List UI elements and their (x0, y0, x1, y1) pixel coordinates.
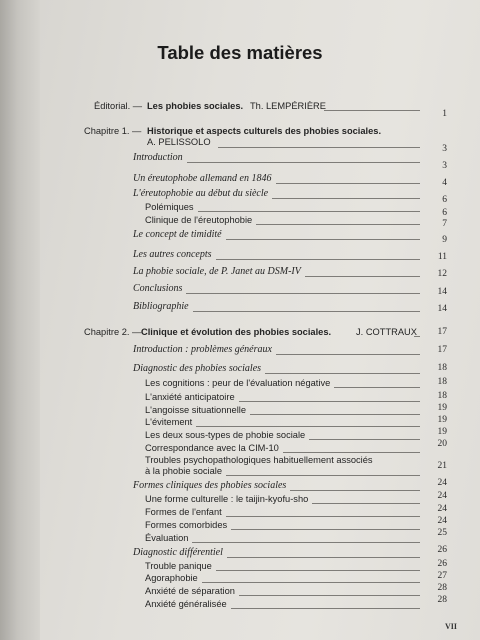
toc-entry-page: 18 (437, 377, 447, 387)
toc-entry-text: Formes de l'enfant (145, 507, 222, 517)
toc-entry-page: 11 (437, 252, 447, 262)
toc-entry-text: Correspondance avec la CIM-10 (145, 443, 279, 453)
leader-line (290, 490, 420, 491)
leader-line (193, 311, 420, 312)
leader-line (202, 582, 420, 583)
toc-entry-text: Le concept de timidité (133, 229, 222, 240)
toc-entry-text: Introduction : problèmes généraux (133, 344, 272, 355)
toc-entry-text: Diagnostic différentiel (133, 547, 223, 558)
toc-entry-text: Anxiété généralisée (145, 599, 227, 609)
toc-entry-text: Trouble panique (145, 561, 212, 571)
toc-entry-text: L'angoisse situationnelle (145, 405, 247, 415)
toc-entry-text: Introduction (133, 152, 183, 163)
toc-entry-page: 28 (437, 583, 447, 593)
toc-entry-page: 6 (442, 208, 447, 218)
toc-entry-text: Troubles psychopathologiques habituellement associés (145, 455, 373, 465)
chapter-2-author: J. COTTRAUX (356, 327, 417, 337)
leader-line (256, 224, 420, 225)
toc-entry-page: 14 (437, 304, 447, 314)
leader-line (414, 336, 420, 337)
toc-entry-page: 7 (442, 219, 447, 229)
leader-line (324, 110, 420, 111)
toc-entry-text: Évaluation (145, 533, 189, 543)
leader-line (312, 503, 420, 504)
chapter-1-title: Historique et aspects culturels des phobies sociales. (147, 126, 382, 136)
toc-entry-text: Les autres concepts (133, 249, 212, 260)
toc-entry-text: Les cognitions : peur de l'évaluation négative (145, 378, 331, 388)
toc-entry-page: 24 (437, 478, 447, 488)
toc-entry-page: 4 (442, 178, 447, 188)
leader-line (250, 414, 420, 415)
leader-line (198, 211, 420, 212)
toc-entry-page: 12 (437, 269, 447, 279)
toc-entry-page: 19 (437, 403, 447, 413)
leader-line (239, 595, 420, 596)
toc-entry-text: L'évitement (145, 417, 193, 427)
leader-line (276, 354, 420, 355)
leader-line (309, 439, 420, 440)
editorial-title: Les phobies sociales. (147, 101, 244, 111)
toc-entry-text: Les deux sous-types de phobie sociale (145, 430, 306, 440)
toc-entry-page: 28 (437, 595, 447, 605)
leader-line (265, 373, 420, 374)
toc-entry-text: Anxiété de séparation (145, 586, 235, 596)
chapter-1-author: A. PELISSOLO (147, 137, 211, 147)
leader-line (276, 183, 420, 184)
leader-line (226, 475, 420, 476)
leader-line (283, 452, 420, 453)
toc-entry-page: 14 (437, 287, 447, 297)
toc-entry-text: Conclusions (133, 283, 183, 294)
toc-entry-page: 24 (437, 516, 447, 526)
leader-line (226, 239, 420, 240)
toc-entry-page: 26 (437, 545, 447, 555)
chapter-2-title: Clinique et évolution des phobies sociales. (141, 327, 332, 337)
toc-entry-page: 18 (437, 363, 447, 373)
leader-line (216, 570, 420, 571)
toc-entry-text: Diagnostic des phobies sociales (133, 363, 262, 374)
chapter-1-page: 3 (442, 144, 447, 154)
toc-entry-text: Bibliographie (133, 301, 189, 312)
toc-entry-page: 19 (437, 415, 447, 425)
leader-line (305, 276, 420, 277)
leader-line (231, 608, 420, 609)
toc-entry-page: 20 (437, 439, 447, 449)
toc-entry-page: 24 (437, 504, 447, 514)
toc-entry-text: Agoraphobie (145, 573, 198, 583)
toc-entry-page: 9 (442, 235, 447, 245)
toc-entry-page: 17 (437, 345, 447, 355)
leader-line (186, 293, 420, 294)
page-title: Table des matières (157, 42, 323, 63)
leader-line (227, 557, 420, 558)
toc-entry-page: 19 (437, 427, 447, 437)
leader-line (272, 198, 420, 199)
leader-line (239, 401, 420, 402)
toc-entry-page: 3 (442, 161, 447, 171)
toc-entry-text: La phobie sociale, de P. Janet au DSM-IV (133, 266, 301, 277)
book-gutter-shadow (0, 0, 40, 640)
toc-entry-text: L'éreutophobie au début du siècle (133, 188, 269, 199)
leader-line (196, 426, 420, 427)
toc-entry-text: Clinique de l'éreutophobie (145, 215, 253, 225)
leader-line (334, 387, 420, 388)
toc-entry-page: 26 (437, 559, 447, 569)
leader-line (231, 529, 420, 530)
toc-entry-text: Un éreutophobe allemand en 1846 (133, 173, 272, 184)
leader-line (226, 516, 420, 517)
toc-entry-text: Formes cliniques des phobies sociales (133, 480, 287, 491)
toc-entry-page: 24 (437, 491, 447, 501)
toc-entry-page: 21 (437, 461, 447, 471)
toc-entry-page: 18 (437, 391, 447, 401)
toc-entry-page: 27 (437, 571, 447, 581)
editorial-page: 1 (442, 109, 447, 119)
chapter-2-label: Chapitre 2. — (84, 327, 142, 337)
leader-line (216, 259, 420, 260)
toc-entry-text: Une forme culturelle : le taijin-kyofu-sho (145, 494, 309, 504)
toc-entry-text: Formes comorbides (145, 520, 228, 530)
leader-line (192, 542, 420, 543)
editorial-author: Th. LEMPÉRIÈRE (250, 101, 326, 111)
toc-entry-page: 25 (437, 528, 447, 538)
toc-entry-page: 6 (442, 195, 447, 205)
toc-entry-text-line2: à la phobie sociale (145, 466, 223, 476)
page-number-footer: VII (445, 622, 458, 631)
toc-entry-text: L'anxiété anticipatoire (145, 392, 235, 402)
chapter-1-label: Chapitre 1. — (84, 126, 142, 136)
leader-line (218, 147, 420, 148)
editorial-prefix: Éditorial. — (94, 101, 143, 111)
chapter-2-page: 17 (437, 327, 447, 337)
leader-line (187, 162, 420, 163)
toc-entry-text: Polémiques (145, 202, 194, 212)
